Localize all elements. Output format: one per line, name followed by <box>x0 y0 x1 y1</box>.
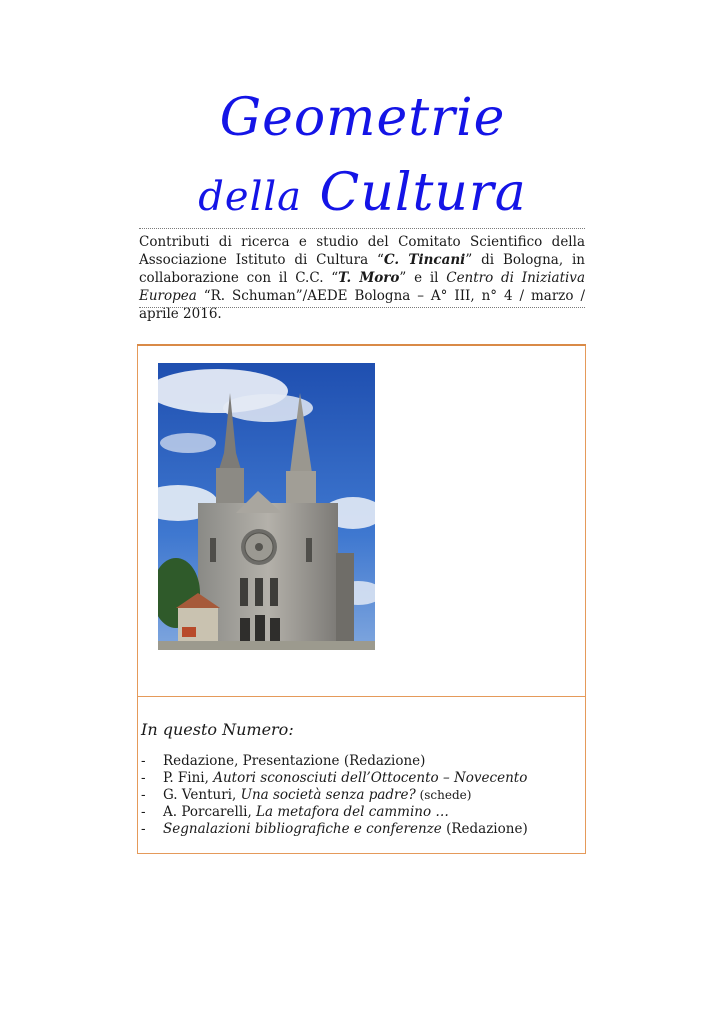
list-dash: - <box>141 770 146 786</box>
cathedral-photo <box>158 363 375 650</box>
list-item-title: Autori sconosciuti dell’Ottocento – Novecento <box>213 770 528 786</box>
intro-paragraph <box>139 233 585 323</box>
masthead-word-cultura: Cultura <box>319 163 527 223</box>
list-item-text: Redazione, Presentazione (Redazione) <box>163 753 426 769</box>
intro-moro: T. Moro <box>338 270 400 286</box>
intro-centro: Centro di Iniziativa Europea <box>139 270 585 304</box>
list-dash: - <box>141 821 146 837</box>
list-item <box>141 821 581 838</box>
intro-text-1: Contributi di ricerca e studio del Comitato Scientifico della Associazione Istituto di Cultura “ <box>139 234 585 268</box>
list-dash: - <box>141 753 146 769</box>
list-dash: - <box>141 804 146 820</box>
contents-list <box>141 753 581 838</box>
intro-text-3: ” e il <box>399 270 447 286</box>
top-dotted-rule <box>139 228 585 229</box>
list-item-note: (Redazione) <box>441 821 528 837</box>
cover-box-top-edge <box>137 344 586 346</box>
list-item <box>141 770 581 787</box>
contents-title <box>141 720 294 739</box>
list-item <box>141 804 581 821</box>
masthead-word-della: della <box>198 174 303 220</box>
list-item-title: Segnalazioni bibliografiche e conferenze <box>163 821 442 837</box>
list-item-author: A. Porcarelli, <box>163 804 257 820</box>
list-item-title: La metafora del cammino … <box>256 804 449 820</box>
masthead-title-line1: Geometrie <box>219 88 506 148</box>
list-item-author: P. Fini, <box>163 770 214 786</box>
intro-tincani: C. Tincani <box>383 252 466 268</box>
contents-title-colon: : <box>288 720 294 739</box>
list-item-title: Una società senza padre? <box>240 787 416 803</box>
contents-title-text: In questo Numero <box>141 720 289 739</box>
intro-text-4: “R. Schuman”/AEDE Bologna – A° III, n° 4 / marzo / aprile 2016. <box>139 288 585 322</box>
list-dash: - <box>141 787 146 803</box>
masthead-title-line2 <box>0 163 725 223</box>
list-item <box>141 753 581 770</box>
intro-text-2: ” di Bologna, in collaborazione con il C.C. “ <box>139 252 586 286</box>
cover-box-divider <box>137 696 586 697</box>
bottom-dotted-rule <box>139 307 585 308</box>
list-item-note: (schede) <box>415 788 472 802</box>
list-item-author: G. Venturi, <box>163 787 241 803</box>
cathedral-illustration <box>158 363 375 650</box>
list-item <box>141 787 581 804</box>
